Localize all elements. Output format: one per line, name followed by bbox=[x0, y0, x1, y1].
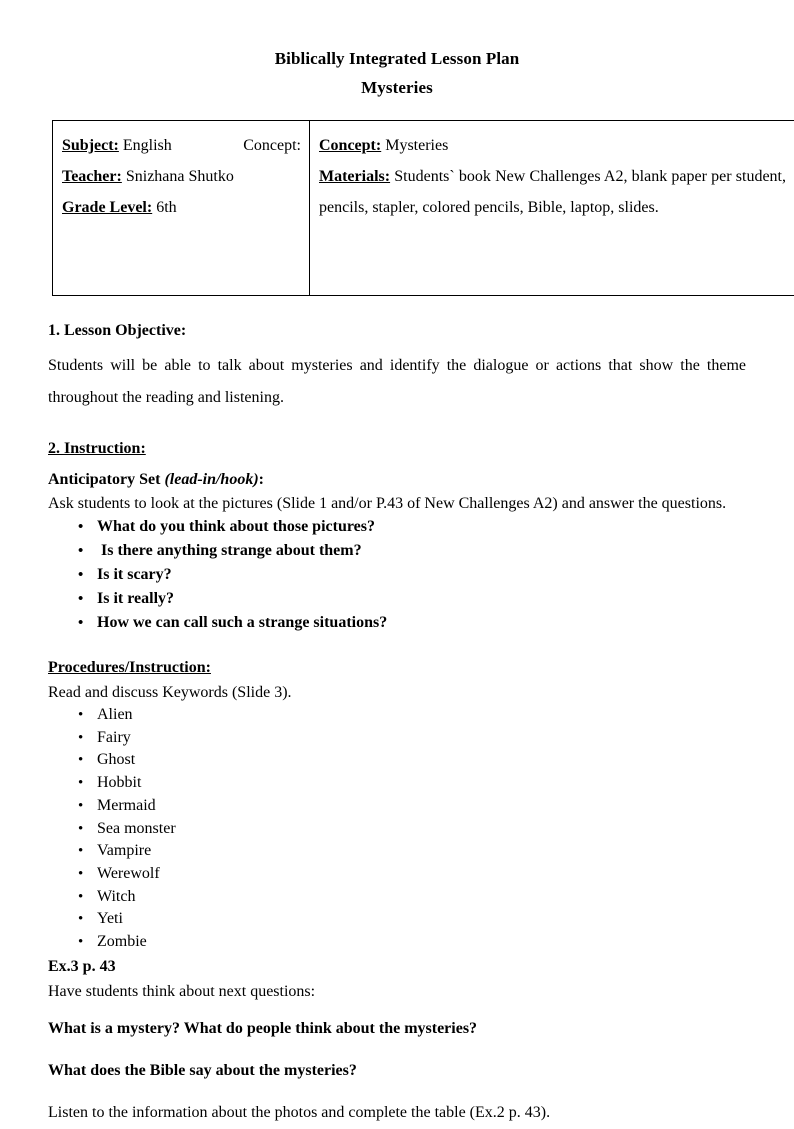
list-item: • Sea monster bbox=[48, 818, 746, 841]
concept-row bbox=[319, 130, 786, 161]
discussion-question-1: What is a mystery? What do people think about the mysteries? bbox=[48, 1013, 746, 1045]
list-item: • Zombie bbox=[48, 931, 746, 954]
list-item: • Is there anything strange about them? bbox=[48, 539, 746, 563]
list-item: • Hobbit bbox=[48, 772, 746, 795]
document-title: Biblically Integrated Lesson Plan bbox=[48, 44, 746, 73]
document-subtitle: Mysteries bbox=[48, 73, 746, 102]
lead-in-instructions: Ask students to look at the pictures (Slide 1 and/or P.43 of New Challenges A2) and answer the questions. bbox=[48, 492, 746, 515]
concept-value: Mysteries bbox=[381, 137, 448, 154]
exercise-reference: Ex.3 p. 43 bbox=[48, 954, 746, 980]
info-cell-right bbox=[310, 121, 794, 296]
list-item: • Alien bbox=[48, 704, 746, 727]
materials-label: Materials: bbox=[319, 168, 390, 185]
teacher-label: Teacher: bbox=[62, 168, 122, 185]
grade-level-row bbox=[62, 192, 301, 223]
grade-level-label: Grade Level: bbox=[62, 199, 152, 216]
anticipatory-set-text: Anticipatory Set bbox=[48, 471, 164, 488]
lesson-objective-heading: 1. Lesson Objective: bbox=[48, 318, 746, 344]
materials-value: Students` book New Challenges A2, blank paper per student, pencils, stapler, colored pencils, Bible, laptop, slides. bbox=[319, 168, 786, 216]
exercise-intro: Have students think about next questions: bbox=[48, 980, 746, 1003]
list-item: • Witch bbox=[48, 886, 746, 909]
subject-value: English bbox=[119, 137, 172, 154]
anticipatory-set-colon: : bbox=[259, 471, 264, 488]
procedures-heading: Procedures/Instruction: bbox=[48, 655, 746, 681]
list-item: • Ghost bbox=[48, 749, 746, 772]
keyword-list bbox=[48, 704, 746, 954]
list-item: • How we can call such a strange situations? bbox=[48, 611, 746, 635]
section-gap bbox=[48, 635, 746, 655]
grade-level-value: 6th bbox=[152, 199, 176, 216]
anticipatory-set-label bbox=[48, 468, 746, 492]
list-item: • Mermaid bbox=[48, 795, 746, 818]
list-item: • What do you think about those pictures? bbox=[48, 515, 746, 539]
closing-instruction: Listen to the information about the photos and complete the table (Ex.2 p. 43). bbox=[48, 1097, 746, 1129]
list-item: • Is it really? bbox=[48, 587, 746, 611]
list-item: • Yeti bbox=[48, 908, 746, 931]
list-item: • Is it scary? bbox=[48, 563, 746, 587]
subject-label: Subject: bbox=[62, 137, 119, 154]
list-item: • Vampire bbox=[48, 840, 746, 863]
subject-row bbox=[62, 130, 301, 161]
list-item: • Werewolf bbox=[48, 863, 746, 886]
lesson-info-table bbox=[52, 120, 794, 296]
concept-label: Concept: bbox=[319, 137, 381, 154]
instruction-heading: 2. Instruction: bbox=[48, 436, 746, 462]
info-cell-left bbox=[53, 121, 310, 296]
materials-row bbox=[319, 161, 786, 223]
anticipatory-question-list bbox=[48, 515, 746, 635]
discussion-question-2: What does the Bible say about the mysteries? bbox=[48, 1055, 746, 1087]
list-item: • Fairy bbox=[48, 727, 746, 750]
table-row bbox=[53, 121, 794, 296]
cell-filler bbox=[62, 223, 301, 285]
subject-field bbox=[62, 130, 172, 161]
procedures-intro: Read and discuss Keywords (Slide 3). bbox=[48, 681, 746, 704]
teacher-row bbox=[62, 161, 301, 192]
lesson-objective-text: Students will be able to talk about mysteries and identify the dialogue or actions that show the theme throughout the reading and listening. bbox=[48, 350, 746, 414]
anticipatory-set-hint: (lead-in/hook) bbox=[164, 471, 258, 488]
concept-header-right: Concept: bbox=[243, 130, 301, 161]
teacher-value: Snizhana Shutko bbox=[122, 168, 234, 185]
